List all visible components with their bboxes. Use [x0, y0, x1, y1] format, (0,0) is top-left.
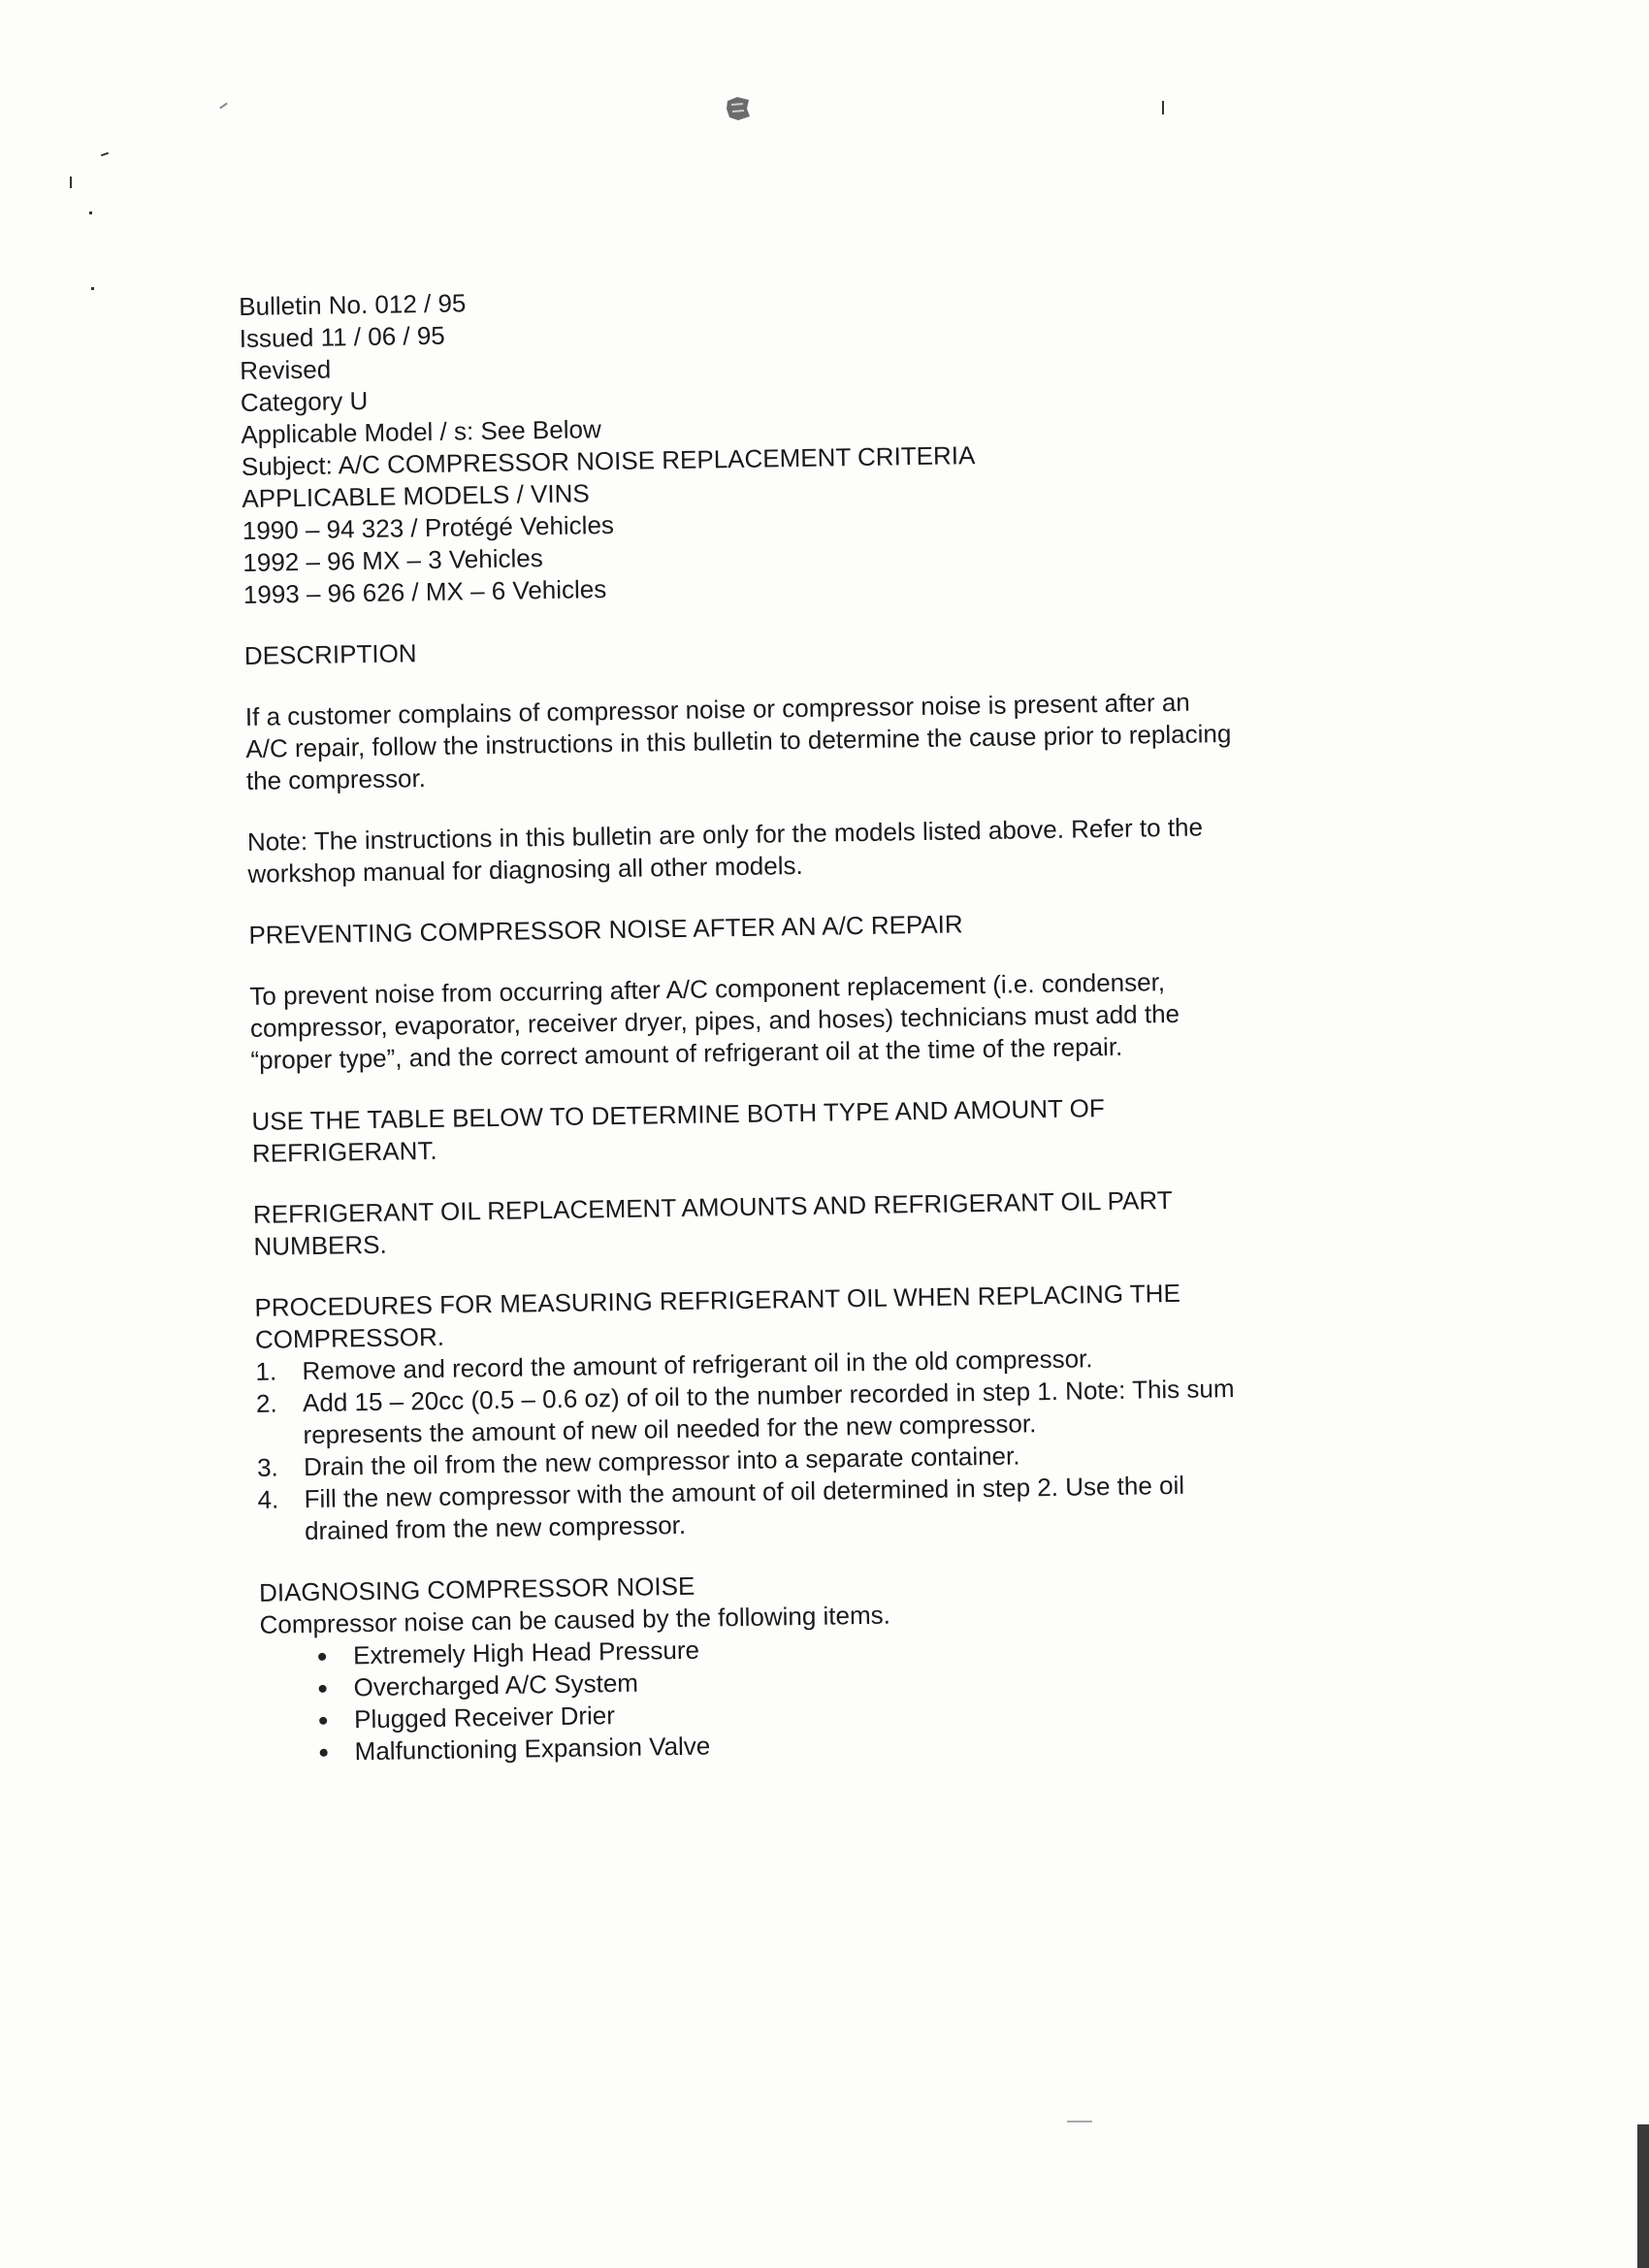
model-line: 1993 – 96 626 / MX – 6 Vehicles [242, 574, 607, 609]
diagnosing-heading: DIAGNOSING COMPRESSOR NOISE [258, 1571, 695, 1607]
scan-speck [91, 287, 94, 290]
step-number: 3. [256, 1452, 278, 1482]
revised-label: Revised [240, 354, 332, 385]
step-line: Remove and record the amount of refrigerant oil in the old compressor. [302, 1344, 1093, 1386]
scan-speck [1067, 2121, 1092, 2122]
step-number: 1. [255, 1356, 277, 1386]
subject: Subject: A/C COMPRESSOR NOISE REPLACEMENT CRITERIA [241, 440, 976, 481]
bullet-icon [320, 1749, 328, 1757]
scan-speck [89, 211, 92, 214]
scan-edge-bar [1637, 2124, 1649, 2268]
cause-text: Overcharged A/C System [353, 1668, 639, 1702]
scan-speck [219, 103, 228, 110]
step-line: Add 15 – 20cc (0.5 – 0.6 oz) of oil to the number recorded in step 1. Note: This sum [302, 1374, 1235, 1418]
step-line: drained from the new compressor. [304, 1509, 687, 1546]
bullet-icon [318, 1653, 326, 1661]
description-line: A/C repair, follow the instructions in this bulletin to determine the cause prior to replacing [245, 718, 1232, 763]
preventing-line: “proper type”, and the correct amount of refrigerant oil at the time of the repair. [250, 1031, 1123, 1075]
scan-speck [101, 152, 109, 157]
table-instruction-line: USE THE TABLE BELOW TO DETERMINE BOTH TYPE AND AMOUNT OF [251, 1093, 1105, 1136]
cause-text: Plugged Receiver Drier [353, 1701, 616, 1734]
step-line: Fill the new compressor with the amount of oil determined in step 2. Use the oil [304, 1470, 1185, 1514]
note-line: Note: The instructions in this bulletin are only for the models listed above. Refer to the [246, 812, 1204, 857]
step-line: represents the amount of new oil needed for the new compressor. [303, 1409, 1037, 1450]
scan-speck [1162, 101, 1164, 114]
diagnosing-intro: Compressor noise can be caused by the following items. [259, 1600, 891, 1639]
step-number: 2. [255, 1388, 277, 1418]
preventing-line: To prevent noise from occurring after A/C component replacement (i.e. condenser, [249, 967, 1166, 1011]
oil-amounts-line: NUMBERS. [253, 1229, 387, 1261]
bullet-icon [319, 1717, 327, 1725]
bulletin-number: Bulletin No. 012 / 95 [239, 288, 467, 321]
model-line: 1992 – 96 MX – 3 Vehicles [242, 543, 543, 577]
preventing-heading: PREVENTING COMPRESSOR NOISE AFTER AN A/C REPAIR [248, 909, 963, 950]
description-heading: DESCRIPTION [243, 638, 417, 670]
bullet-icon [319, 1685, 327, 1693]
category: Category U [240, 385, 369, 417]
step-number: 4. [257, 1484, 279, 1514]
cause-text: Extremely High Head Pressure [352, 1635, 700, 1670]
scan-smudge-mark [724, 95, 753, 122]
preventing-line: compressor, evaporator, receiver dryer, pipes, and hoses) technicians must add the [249, 998, 1180, 1043]
description-line: If a customer complains of compressor noise or compressor noise is present after an [244, 687, 1190, 731]
procedure-steps [255, 1338, 1403, 1548]
procedures-heading: PROCEDURES FOR MEASURING REFRIGERANT OIL WHEN REPLACING THE [254, 1278, 1181, 1322]
scan-speck [70, 177, 72, 188]
applicable-model: Applicable Model / s: See Below [241, 414, 601, 449]
bulletin-content [239, 273, 1406, 1768]
cause-text: Malfunctioning Expansion Valve [354, 1731, 711, 1766]
note-line: workshop manual for diagnosing all other models. [247, 850, 803, 889]
applicable-models-heading: APPLICABLE MODELS / VINS [242, 478, 590, 513]
issued-date: Issued 11 / 06 / 95 [239, 320, 445, 353]
procedures-heading: COMPRESSOR. [254, 1321, 445, 1354]
oil-amounts-line: REFRIGERANT OIL REPLACEMENT AMOUNTS AND REFRIGERANT OIL PART [252, 1184, 1173, 1229]
table-instruction-line: REFRIGERANT. [251, 1135, 437, 1168]
model-line: 1990 – 94 323 / Protégé Vehicles [242, 509, 615, 545]
step-line: Drain the oil from the new compressor into a separate container. [303, 1441, 1020, 1482]
cause-list [260, 1623, 1406, 1769]
description-line: the compressor. [245, 763, 427, 795]
